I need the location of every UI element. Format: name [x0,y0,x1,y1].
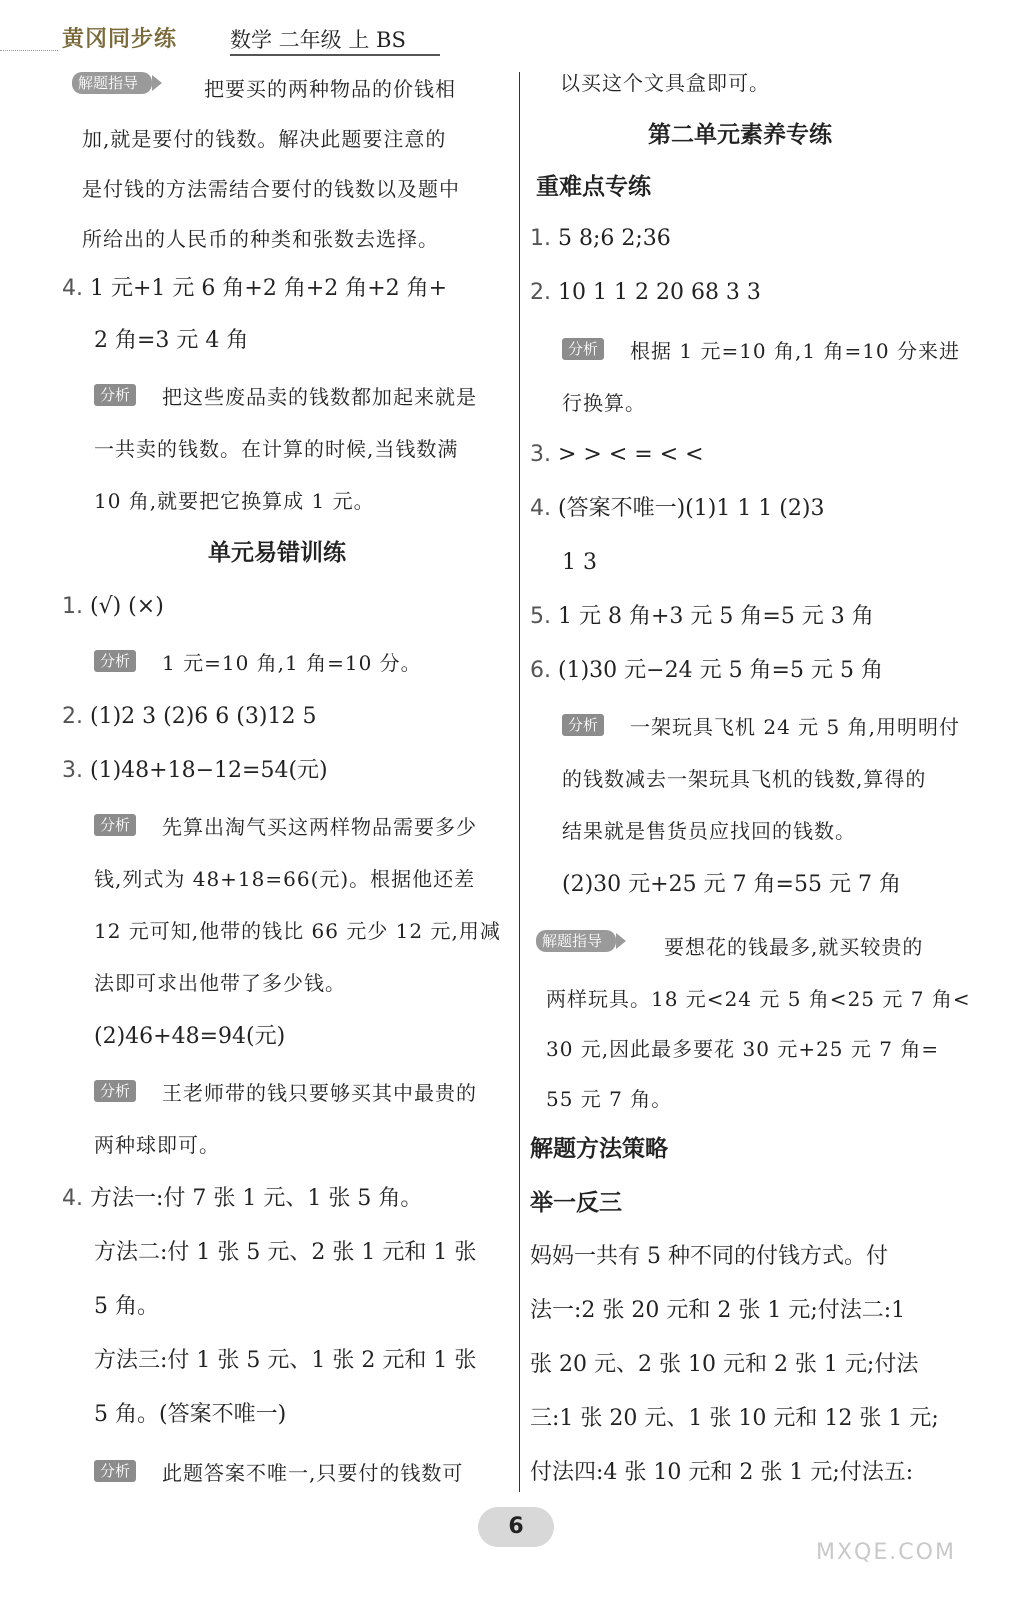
analysis-text [560,68,770,98]
answer-line [562,870,901,900]
answer-line [530,1242,888,1272]
question-number: 4. [62,276,83,301]
line-text: 第二单元素养专练 [648,122,832,148]
analysis-text [204,74,456,104]
analysis-text [630,336,960,366]
line-text: 以买这个文具盒即可。 [560,71,770,95]
section-title [530,1134,668,1164]
analysis-text [546,984,971,1014]
analysis-text [82,224,439,254]
line-text: > > < = < < [558,442,704,467]
line-text: 要想花的钱最多,就买较贵的 [664,935,924,959]
question-number: 3. [530,442,551,467]
question-number: 4. [62,1186,83,1211]
answer-line [62,756,328,786]
analysis-text [546,1034,939,1064]
analysis-text [162,1458,463,1488]
analysis-tag: 分析 [94,1080,136,1102]
section-title [208,538,346,568]
answer-line [530,224,671,254]
line-text: 55 元 7 角。 [546,1087,673,1111]
line-text: (1)48+18−12=54(元) [90,758,328,783]
answer-line [530,1296,905,1326]
answer-line [530,602,874,632]
analysis-text [162,648,422,678]
line-text: 5 8;6 2;36 [558,226,671,251]
answer-line [62,592,164,622]
analysis-text [94,916,501,946]
line-text: 方法三:付 1 张 5 元、1 张 2 元和 1 张 [94,1348,477,1373]
analysis-text [82,124,446,154]
line-text: 钱,列式为 48+18=66(元)。根据他还差 [94,867,476,891]
line-text: 1 元 8 角+3 元 5 角=5 元 3 角 [558,604,874,629]
analysis-text [664,932,923,962]
line-text: (答案不唯一)(1)1 1 1 (2)3 [558,496,825,521]
header-rule-left [0,50,58,51]
analysis-tag: 分析 [94,650,136,672]
analysis-text [94,864,475,894]
question-number: 2. [62,704,83,729]
line-text: 王老师带的钱只要够买其中最贵的 [162,1081,477,1105]
answer-line [530,440,704,470]
line-text: 12 元可知,他带的钱比 66 元少 12 元,用减 [94,919,501,943]
line-text: (2)46+48=94(元) [94,1024,286,1049]
guide-tag: 解题指导 [72,72,152,94]
analysis-text [562,764,926,794]
answer-line [62,274,447,304]
analysis-text [630,712,960,742]
analysis-tag: 分析 [94,1460,136,1482]
analysis-tag: 分析 [562,714,604,736]
answer-line [94,1346,476,1376]
answer-line [94,1022,285,1052]
answer-line [530,656,883,686]
analysis-text [162,812,477,842]
line-text: 一架玩具飞机 24 元 5 角,用明明付 [630,715,960,739]
line-text: 付法四:4 张 10 元和 2 张 1 元;付法五: [530,1460,914,1485]
line-text: 张 20 元、2 张 10 元和 2 张 1 元;付法 [530,1352,919,1377]
line-text: 根据 1 元=10 角,1 角=10 分来进 [630,339,961,363]
brand-title: 黄冈同步练 [62,27,178,52]
line-text: 两种球即可。 [94,1133,220,1157]
line-text: (2)30 元+25 元 7 角=55 元 7 角 [562,872,901,897]
line-text: 一共卖的钱数。在计算的时候,当钱数满 [94,437,459,461]
page-number: 6 [478,1507,554,1547]
question-number: 3. [62,758,83,783]
line-text: 方法二:付 1 张 5 元、2 张 1 元和 1 张 [94,1240,477,1265]
line-text: 1 元+1 元 6 角+2 角+2 角+2 角+ [90,276,448,301]
line-text: 方法一:付 7 张 1 元、1 张 5 角。 [90,1186,423,1211]
line-text: 2 角=3 元 4 角 [94,328,249,353]
analysis-text [562,388,646,418]
line-text: 30 元,因此最多要花 30 元+25 元 7 角= [546,1037,940,1061]
header-rule-right [230,54,440,56]
analysis-text [82,174,460,204]
column-divider [519,72,520,1492]
guide-tag: 解题指导 [536,930,616,952]
question-number: 1. [530,226,551,251]
line-text: (√) (×) [90,594,164,619]
line-text: 把要买的两种物品的价钱相 [204,77,456,101]
analysis-text [94,486,375,516]
answer-line [530,278,761,308]
answer-line [94,326,248,356]
analysis-text [94,968,346,998]
analysis-text [546,1084,672,1114]
line-text: 重难点专练 [536,174,651,200]
answer-line [530,494,824,524]
line-text: 单元易错训练 [208,540,346,566]
line-text: 10 1 1 2 20 68 3 3 [558,280,761,305]
line-text: 法一:2 张 20 元和 2 张 1 元;付法二:1 [530,1298,906,1323]
answer-line [562,548,597,578]
subject-title: 数学 二年级 上 BS [230,28,406,52]
line-text: 加,就是要付的钱数。解决此题要注意的 [82,127,447,151]
line-text: (1)2 3 (2)6 6 (3)12 5 [90,704,317,729]
analysis-text [162,1078,477,1108]
line-text: 三:1 张 20 元、1 张 10 元和 12 张 1 元; [530,1406,939,1431]
section-title [648,120,832,150]
analysis-text [162,382,477,412]
line-text: 结果就是售货员应找回的钱数。 [562,819,856,843]
line-text: 法即可求出他带了多少钱。 [94,971,346,995]
analysis-tag: 分析 [562,338,604,360]
line-text: (1)30 元−24 元 5 角=5 元 5 角 [558,658,883,683]
line-text: 行换算。 [562,391,646,415]
line-text: 此题答案不唯一,只要付的钱数可 [162,1461,464,1485]
line-text: 5 角。 [94,1294,159,1319]
section-title [536,172,651,202]
line-text: 解题方法策略 [530,1136,668,1162]
answer-line [62,1184,422,1214]
analysis-tag: 分析 [94,814,136,836]
line-text: 10 角,就要把它换算成 1 元。 [94,489,375,513]
answer-line [94,1238,476,1268]
page-header [0,0,1016,62]
answer-line [530,1350,918,1380]
line-text: 两样玩具。18 元<24 元 5 角<25 元 7 角< [546,987,971,1011]
question-number: 6. [530,658,551,683]
question-number: 5. [530,604,551,629]
line-text: 是付钱的方法需结合要付的钱数以及题中 [82,177,460,201]
answer-line [530,1458,913,1488]
section-title [530,1188,622,1218]
watermark: MXQE.COM [816,1540,956,1565]
analysis-text [94,434,458,464]
line-text: 所给出的人民币的种类和张数去选择。 [82,227,439,251]
line-text: 妈妈一共有 5 种不同的付钱方式。付 [530,1244,888,1269]
line-text: 的钱数减去一架玩具飞机的钱数,算得的 [562,767,927,791]
answer-line [94,1292,159,1322]
question-number: 1. [62,594,83,619]
line-text: 把这些废品卖的钱数都加起来就是 [162,385,477,409]
line-text: 5 角。(答案不唯一) [94,1402,287,1427]
analysis-text [94,1130,220,1160]
answer-line [94,1400,286,1430]
line-text: 先算出淘气买这两样物品需要多少 [162,815,477,839]
analysis-tag: 分析 [94,384,136,406]
question-number: 2. [530,280,551,305]
question-number: 4. [530,496,551,521]
line-text: 1 3 [562,550,597,575]
answer-line [62,702,316,732]
line-text: 举一反三 [530,1190,622,1216]
analysis-text [562,816,856,846]
answer-line [530,1404,939,1434]
line-text: 1 元=10 角,1 角=10 分。 [162,651,422,675]
